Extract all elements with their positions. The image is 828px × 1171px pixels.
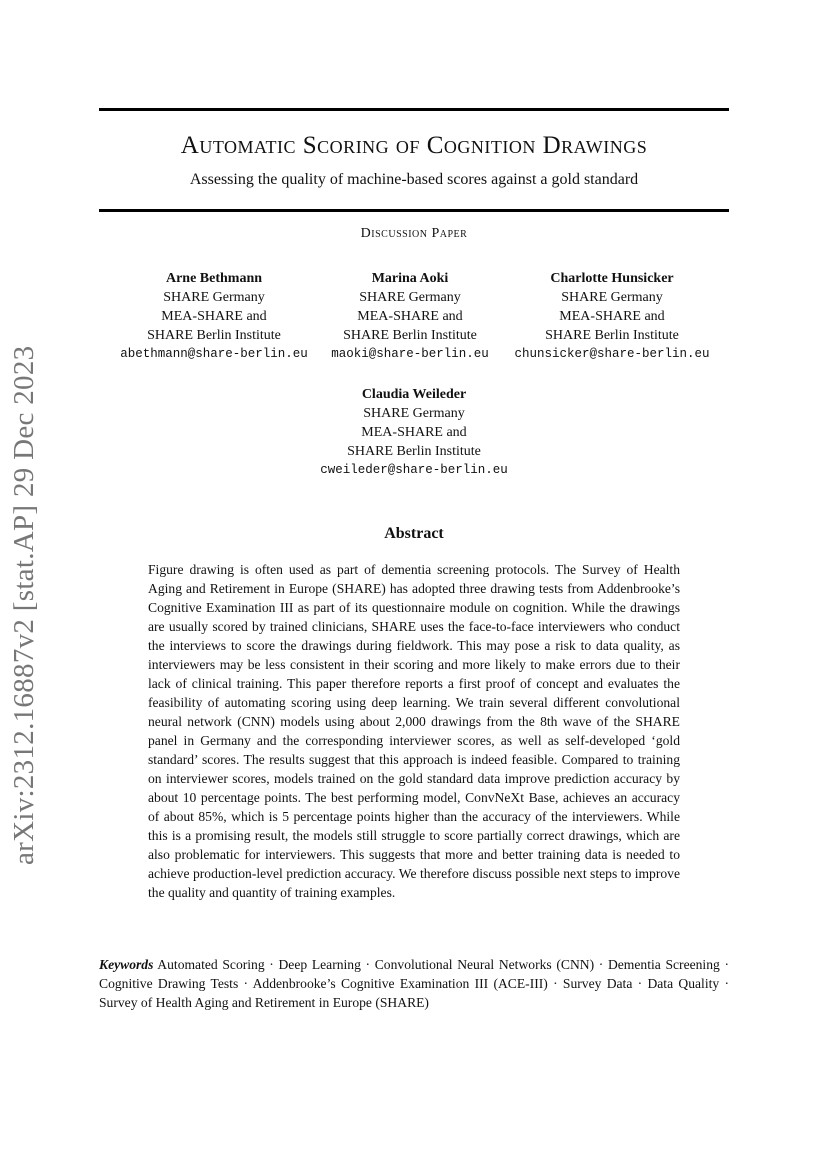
author-block [109, 269, 319, 364]
author-name: Claudia Weileder [361, 387, 467, 402]
author-name: Arne Bethmann [165, 271, 263, 286]
title-rule-top [99, 108, 729, 111]
keywords-label: Keywords [99, 957, 154, 972]
keywords-list: Automated Scoring · Deep Learning · Convolutional Neural Networks (CNN) · Dementia Screening · Cognitive Drawing Tests · Addenbrooke’s Cognitive Examination III (ACE-III) · Survey Data · Data Quality · Survey of Health Aging and Retirement in Europe (SHARE) [99, 957, 729, 1010]
author-email[interactable]: chunsicker@share-berlin.eu [514, 347, 710, 361]
author-affiliation: SHARE Germany [163, 290, 265, 305]
paper-title: Automatic Scoring of Cognition Drawings [180, 132, 648, 159]
author-affiliation: SHARE Berlin Institute [347, 444, 481, 459]
paper-subtitle: Assessing the quality of machine-based scores against a gold standard [189, 171, 639, 188]
author-block [507, 269, 717, 364]
author-affiliation: MEA-SHARE and [357, 309, 463, 324]
author-affiliation: SHARE Berlin Institute [343, 328, 477, 343]
author-affiliation: MEA-SHARE and [361, 425, 467, 440]
author-name: Charlotte Hunsicker [550, 271, 674, 286]
abstract-body: Figure drawing is often used as part of dementia screening protocols. The Survey of Health Aging and Retirement in Europe (SHARE) has adopted three drawing tests from Addenbrooke’s Cognitive Examination III as part of its questionnaire module on cognition. While the drawings are usually scored by trained clinicians, SHARE uses the face-to-face interviewers who conduct the interviews to score the drawings during fieldwork. This may pose a risk to data quality, as interviewers may be less consistent in their scoring and more likely to make errors due to their lack of clinical training. This paper therefore reports a first proof of concept and evaluates the feasibility of automating scoring using deep learning. We train several different convolutional neural network (CNN) models using about 2,000 drawings from the 8th wave of the SHARE panel in Germany and the corresponding interviewer scores, as well as self-developed ‘gold standard’ scores. The results suggest that this approach is indeed feasible. Compared to training on interviewer scores, models trained on the gold standard data improve prediction accuracy by about 10 percentage points. The best performing model, ConvNeXt Base, achieves an accuracy of about 85%, which is 5 percentage points higher than the accuracy of the interviewers. While this is a promising result, the models still struggle to score partially correct drawings, which are also problematic for interviewers. This suggests that more and better training data is needed to achieve production-level prediction accuracy. We therefore discuss possible next steps to improve the quality and quantity of training examples. [148, 562, 680, 900]
title-rule-bottom [99, 209, 729, 212]
author-affiliation: SHARE Germany [359, 290, 461, 305]
keywords-section [99, 955, 729, 1012]
author-name: Marina Aoki [371, 271, 449, 286]
author-block [309, 385, 519, 480]
author-block [305, 269, 515, 364]
author-affiliation: MEA-SHARE and [161, 309, 267, 324]
author-email[interactable]: cweileder@share-berlin.eu [320, 463, 508, 477]
author-affiliation: SHARE Germany [363, 406, 465, 421]
abstract-heading: Abstract [384, 525, 444, 542]
paper-type: Discussion Paper [360, 226, 468, 241]
author-affiliation: SHARE Berlin Institute [545, 328, 679, 343]
author-affiliation: SHARE Germany [561, 290, 663, 305]
arxiv-stamp: arXiv:2312.16887v2 [stat.AP] 29 Dec 2023 [8, 345, 40, 865]
author-email[interactable]: abethmann@share-berlin.eu [120, 347, 308, 361]
author-affiliation: MEA-SHARE and [559, 309, 665, 324]
author-email[interactable]: maoki@share-berlin.eu [331, 347, 489, 361]
author-affiliation: SHARE Berlin Institute [147, 328, 281, 343]
